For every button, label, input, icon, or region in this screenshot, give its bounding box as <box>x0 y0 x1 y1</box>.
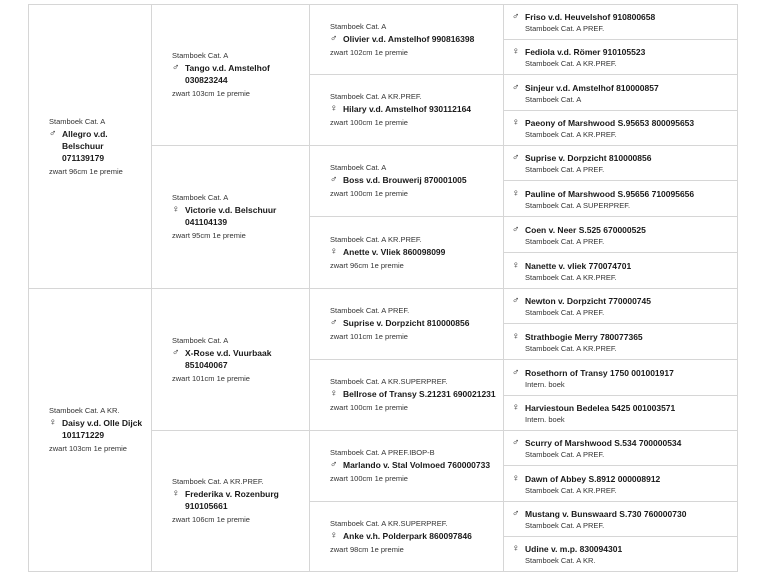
registry-text: Intern. boek <box>525 415 565 424</box>
female-icon: ♀ <box>512 259 520 271</box>
horse-details: zwart 98cm 1e premie <box>330 544 404 554</box>
horse-details: zwart 102cm 1e premie <box>330 47 408 57</box>
horse-name[interactable]: Suprise v. Dorpzicht 810000856 <box>343 318 470 328</box>
registry-text: Stamboek Cat. A KR.SUPERPREF. <box>330 518 448 528</box>
horse-name[interactable]: Daisy v.d. Olle Dijck 101171229 <box>62 418 143 440</box>
horse-name[interactable]: Sinjeur v.d. Amstelhof 810000857 <box>525 82 659 93</box>
pedigree-cell-gen4 <box>503 323 738 360</box>
male-icon: ♂ <box>512 152 520 163</box>
registry-text: Stamboek Cat. A PREF. <box>525 24 605 33</box>
registry-text: Stamboek Cat. A PREF. <box>330 306 410 315</box>
pedigree-cell-gen3 <box>309 216 504 289</box>
horse-name[interactable]: Hilary v.d. Amstelhof 930112164 <box>343 104 472 114</box>
horse-name[interactable]: Anke v.h. Polderpark 860097846 <box>343 530 472 541</box>
female-icon: ♀ <box>512 117 520 128</box>
pedigree-cell-gen2 <box>151 145 310 289</box>
male-icon: ♂ <box>330 317 338 328</box>
horse-name[interactable]: Bellrose of Transy S.21231 690021231 <box>343 389 496 399</box>
pedigree-cell-gen4 <box>503 216 738 253</box>
horse-name[interactable]: Suprise v. Dorpzicht 810000856 <box>525 153 652 163</box>
horse-name[interactable]: Mustang v. Bunswaard S.730 760000730 <box>525 509 687 519</box>
registry-text: Stamboek Cat. A KR.PREF. <box>330 234 422 244</box>
female-icon: ♀ <box>512 46 520 57</box>
horse-name[interactable]: Marlando v. Stal Volmoed 760000733 <box>343 460 491 470</box>
male-icon: ♂ <box>512 508 520 519</box>
horse-details: zwart 103cm 1e premie <box>49 444 127 453</box>
pedigree-cell-gen4 <box>503 110 738 146</box>
registry-text: Stamboek Cat. A SUPERPREF. <box>525 200 631 210</box>
horse-name[interactable]: Udine v. m.p. 830094301 <box>525 544 623 554</box>
registry-text: Stamboek Cat. A PREF. <box>525 521 605 530</box>
horse-name[interactable]: Fediola v.d. Römer 910105523 <box>525 47 646 57</box>
registry-text: Stamboek Cat. A <box>172 193 229 202</box>
pedigree-cell-gen3 <box>309 288 504 360</box>
pedigree-cell-gen4 <box>503 39 738 75</box>
horse-details: zwart 101cm 1e premie <box>172 373 250 383</box>
registry-text: Stamboek Cat. A KR.PREF. <box>172 477 264 486</box>
horse-name[interactable]: Friso v.d. Heuvelshof 910800658 <box>525 12 656 22</box>
registry-text: Stamboek Cat. A KR. <box>525 556 596 565</box>
horse-name[interactable]: Nanette v. vliek 770074701 <box>525 260 632 271</box>
pedigree-cell-gen4 <box>503 252 738 289</box>
male-icon: ♂ <box>49 127 57 139</box>
registry-text: Stamboek Cat. A PREF.IBOP-B <box>330 448 435 457</box>
horse-name[interactable]: Newton v. Dorpzicht 770000745 <box>525 296 651 306</box>
registry-text: Stamboek Cat. A PREF. <box>525 236 605 246</box>
horse-details: zwart 100cm 1e premie <box>330 403 408 412</box>
pedigree-cell-gen3 <box>309 145 504 217</box>
pedigree-cell-gen3 <box>309 501 504 572</box>
pedigree-cell-gen4 <box>503 501 738 537</box>
horse-name[interactable]: Paeony of Marshwood S.95653 800095653 <box>525 118 695 128</box>
registry-text: Stamboek Cat. A KR.PREF. <box>525 130 617 139</box>
male-icon: ♂ <box>512 81 520 93</box>
horse-name[interactable]: Harviestoun Bedelea 5425 001003571 <box>525 403 676 413</box>
registry-text: Stamboek Cat. A KR.PREF. <box>525 272 617 282</box>
horse-name[interactable]: Strathbogie Merry 780077365 <box>525 331 643 342</box>
horse-details: zwart 106cm 1e premie <box>172 515 250 524</box>
registry-text: Stamboek Cat. A KR.PREF. <box>330 92 422 101</box>
pedigree-cell-gen3 <box>309 359 504 431</box>
male-icon: ♂ <box>172 62 180 73</box>
male-icon: ♂ <box>512 366 520 378</box>
pedigree-cell-gen3 <box>309 430 504 502</box>
horse-name[interactable]: Pauline of Marshwood S.95656 710095656 <box>525 188 695 199</box>
horse-details: zwart 100cm 1e premie <box>330 118 408 127</box>
horse-details: zwart 100cm 1e premie <box>330 474 408 483</box>
registry-text: Stamboek Cat. A PREF. <box>525 308 605 317</box>
horse-name[interactable]: Anette v. Vliek 860098099 <box>343 246 446 257</box>
horse-name[interactable]: Tango v.d. Amstelhof 030823244 <box>185 63 270 85</box>
male-icon: ♂ <box>512 437 520 448</box>
registry-text: Stamboek Cat. A KR.PREF. <box>525 59 617 68</box>
registry-text: Stamboek Cat. A KR.SUPERPREF. <box>330 377 448 386</box>
pedigree-cell-sire <box>28 4 152 289</box>
pedigree-cell-gen2 <box>151 430 310 572</box>
horse-name[interactable]: Frederika v. Rozenburg 910105661 <box>185 489 279 511</box>
male-icon: ♂ <box>512 223 520 235</box>
horse-details: zwart 95cm 1e premie <box>172 231 246 240</box>
pedigree-cell-gen4 <box>503 430 738 466</box>
registry-text: Stamboek Cat. A <box>49 116 106 126</box>
male-icon: ♂ <box>512 295 520 306</box>
pedigree-cell-gen4 <box>503 536 738 572</box>
female-icon: ♀ <box>330 103 338 114</box>
horse-details: zwart 101cm 1e premie <box>330 332 408 341</box>
male-icon: ♂ <box>172 346 180 358</box>
female-icon: ♀ <box>49 417 57 428</box>
registry-text: Stamboek Cat. A <box>172 51 229 60</box>
pedigree-cell-gen4 <box>503 74 738 111</box>
registry-text: Stamboek Cat. A KR.PREF. <box>525 343 617 353</box>
pedigree-cell-gen4 <box>503 359 738 396</box>
registry-text: Stamboek Cat. A <box>525 94 582 104</box>
female-icon: ♀ <box>512 543 520 554</box>
horse-name[interactable]: Boss v.d. Brouwerij 870001005 <box>343 175 467 185</box>
pedigree-cell-gen2 <box>151 4 310 146</box>
horse-details: zwart 96cm 1e premie <box>49 166 123 176</box>
registry-text: Stamboek Cat. A <box>330 163 387 172</box>
registry-text: Stamboek Cat. A KR. <box>49 406 120 415</box>
pedigree-cell-gen4 <box>503 145 738 181</box>
horse-name[interactable]: Dawn of Abbey S.8912 000008912 <box>525 473 661 484</box>
female-icon: ♀ <box>512 472 520 484</box>
pedigree-cell-gen4 <box>503 180 738 217</box>
female-icon: ♀ <box>512 187 520 199</box>
female-icon: ♀ <box>330 529 338 541</box>
pedigree-cell-gen4 <box>503 465 738 502</box>
registry-text: Stamboek Cat. A PREF. <box>525 450 605 459</box>
horse-details: zwart 100cm 1e premie <box>330 189 408 198</box>
male-icon: ♂ <box>330 459 338 470</box>
female-icon: ♀ <box>512 330 520 342</box>
female-icon: ♀ <box>172 488 180 499</box>
pedigree-cell-gen2 <box>151 288 310 431</box>
registry-text: Stamboek Cat. A <box>330 21 387 31</box>
pedigree-cell-gen4 <box>503 4 738 40</box>
pedigree-cell-gen4 <box>503 395 738 431</box>
registry-text: Intern. boek <box>525 379 565 389</box>
pedigree-cell-gen3 <box>309 4 504 75</box>
horse-name[interactable]: Olivier v.d. Amstelhof 990816398 <box>343 33 475 44</box>
registry-text: Stamboek Cat. A PREF. <box>525 165 605 174</box>
pedigree-cell-dam <box>28 288 152 572</box>
horse-details: zwart 103cm 1e premie <box>172 89 250 98</box>
male-icon: ♂ <box>330 32 338 44</box>
pedigree-cell-gen4 <box>503 288 738 324</box>
horse-name[interactable]: Allegro v.d. Belschuur 071139179 <box>62 128 108 163</box>
horse-name[interactable]: Scurry of Marshwood S.534 700000534 <box>525 438 682 448</box>
female-icon: ♀ <box>330 245 338 257</box>
female-icon: ♀ <box>330 388 338 399</box>
registry-text: Stamboek Cat. A <box>172 335 229 345</box>
horse-details: zwart 96cm 1e premie <box>330 260 404 270</box>
female-icon: ♀ <box>512 402 520 413</box>
registry-text: Stamboek Cat. A KR.PREF. <box>525 485 617 495</box>
male-icon: ♂ <box>330 174 338 185</box>
female-icon: ♀ <box>172 204 180 215</box>
horse-name[interactable]: X-Rose v.d. Vuurbaak 851040067 <box>185 347 272 370</box>
male-icon: ♂ <box>512 11 520 22</box>
horse-name[interactable]: Coen v. Neer S.525 670000525 <box>525 224 646 235</box>
horse-name[interactable]: Victorie v.d. Belschuur 041104139 <box>185 205 277 227</box>
pedigree-cell-gen3 <box>309 74 504 146</box>
horse-name[interactable]: Rosethorn of Transy 1750 001001917 <box>525 367 674 378</box>
